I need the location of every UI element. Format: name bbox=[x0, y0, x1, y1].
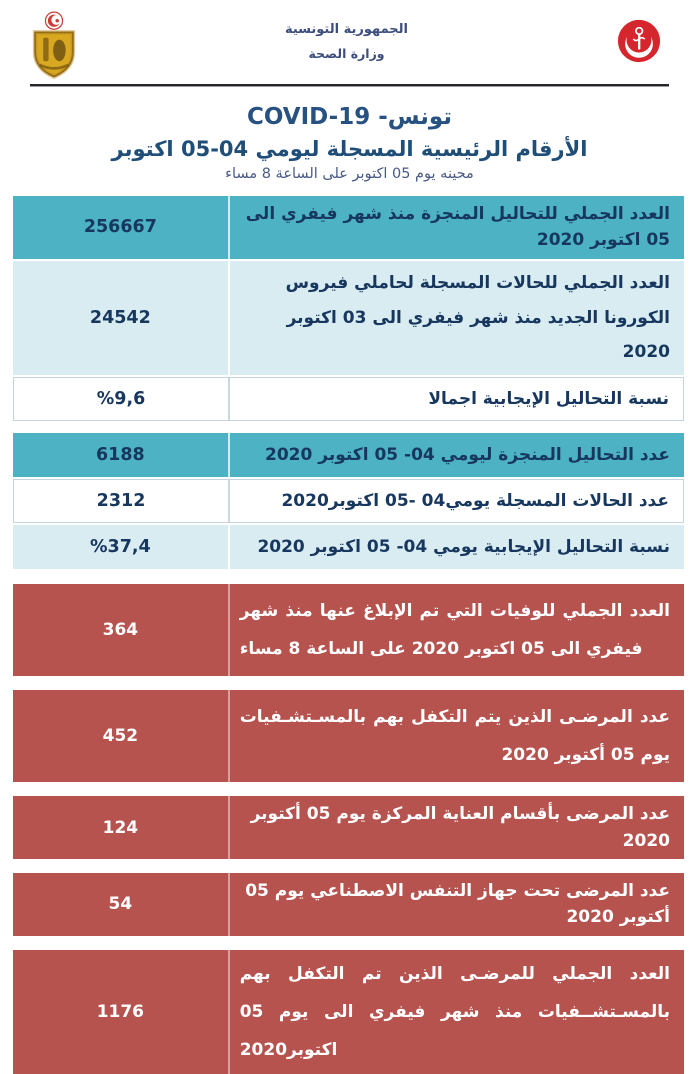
stat-value: 2312 bbox=[96, 491, 146, 512]
row-total-cases bbox=[13, 261, 684, 376]
title-block bbox=[0, 104, 699, 182]
stat-label: عدد التحاليل المنجزة ليومي 04- 05 اكتوبر 2020 bbox=[228, 433, 684, 477]
hospital-stats-section bbox=[13, 584, 684, 1074]
stat-value: %37,4 bbox=[90, 537, 151, 558]
stat-label: نسبة التحاليل الإيجابية يومي 04- 05 اكتوبر 2020 bbox=[228, 525, 684, 569]
stat-label: العدد الجملي للحالات المسجلة لحاملي فيروس الكورونا الجديد منذ شهر فيفري الى 03 اكتوبر 2020 bbox=[228, 261, 684, 376]
row-icu-patients bbox=[13, 796, 684, 859]
stat-label: عدد المرضـى الذين يتم التكفل بهم بالمسـتشـفيات يوم 05 أكتوبر 2020 bbox=[228, 690, 684, 782]
stat-label: العدد الجملي للمرضـى الذين تم التكفل بهم بالمسـتشــفيات منذ شهر فيفري الى يوم 05 اكتوبر2020 bbox=[228, 950, 684, 1074]
stats-content bbox=[13, 196, 684, 1074]
stat-value: 364 bbox=[102, 620, 139, 641]
stat-label: العدد الجملي للوفيات التي تم الإبلاغ عنها منذ شهر فيفري الى 05 اكتوبر 2020 على الساعة 8 مساء bbox=[228, 584, 684, 676]
row-daily-positivity-rate bbox=[13, 525, 684, 569]
stat-value: %9,6 bbox=[96, 389, 146, 410]
row-daily-cases bbox=[13, 479, 684, 523]
row-ventilator-patients bbox=[13, 873, 684, 936]
stat-value: 1176 bbox=[96, 1001, 145, 1022]
stat-label: عدد الحالات المسجلة يومي04 -05 اكتوبر2020 bbox=[228, 480, 683, 522]
cumulative-stats-table bbox=[13, 196, 684, 421]
ministry-title: وزارة الصحة bbox=[308, 46, 385, 61]
stat-value: 256667 bbox=[83, 217, 157, 238]
stat-label: عدد المرضى تحت جهاز التنفس الاصطناعي يوم 05 أكتوبر 2020 bbox=[228, 873, 684, 936]
page-title: COVID-19 -تونس bbox=[246, 104, 452, 130]
stat-value: 54 bbox=[108, 894, 133, 915]
tunisia-coat-of-arms-icon bbox=[22, 10, 86, 80]
update-note: محينه يوم 05 اكتوبر على الساعة 8 مساء bbox=[225, 166, 474, 182]
row-total-hospitalized bbox=[13, 950, 684, 1074]
stat-label: نسبة التحاليل الإيجابية اجمالا bbox=[228, 378, 683, 420]
stat-label: عدد المرضى بأقسام العناية المركزة يوم 05 أكتوبر 2020 bbox=[228, 796, 684, 859]
row-total-deaths bbox=[13, 584, 684, 676]
header-divider bbox=[30, 84, 669, 87]
row-total-tests bbox=[13, 196, 684, 259]
government-header bbox=[0, 0, 699, 82]
ministry-of-health-logo-icon bbox=[607, 10, 671, 64]
stat-value: 6188 bbox=[96, 445, 145, 466]
row-overall-positivity-rate bbox=[13, 377, 684, 421]
stat-label: العدد الجملي للتحاليل المنجزة منذ شهر فيفري الى 05 اكتوبر 2020 bbox=[228, 196, 684, 259]
row-hospitalized-patients bbox=[13, 690, 684, 782]
row-daily-tests bbox=[13, 433, 684, 477]
government-title-block bbox=[285, 10, 408, 61]
stat-value: 24542 bbox=[89, 307, 151, 328]
stat-value: 124 bbox=[102, 817, 139, 838]
stat-value: 452 bbox=[102, 726, 139, 747]
republic-title: الجمهورية التونسية bbox=[284, 22, 409, 37]
page-subtitle: الأرقام الرئيسية المسجلة ليومي 04-05 اكتوبر bbox=[111, 137, 588, 161]
daily-stats-table bbox=[13, 433, 684, 569]
